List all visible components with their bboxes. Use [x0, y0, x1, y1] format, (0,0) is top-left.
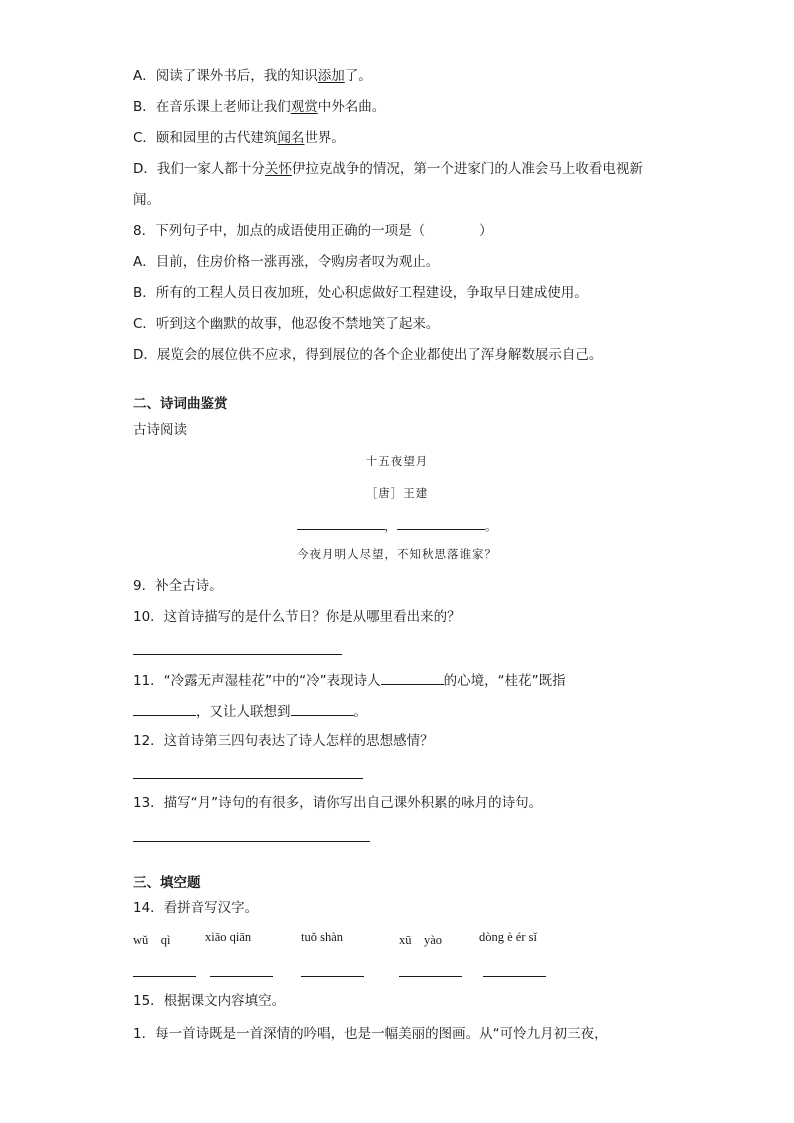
- pinyin-answer-2[interactable]: [210, 976, 273, 977]
- section2-title: 二、诗词曲鉴赏: [133, 396, 228, 412]
- q7-option-a-text: A．阅读了课外书后，我的知识: [133, 68, 318, 84]
- q11-line1: [133, 670, 566, 690]
- q11-line2: [133, 701, 367, 721]
- q9-text: 9．补全古诗。: [133, 578, 223, 594]
- q10-text: 10．这首诗描写的是什么节日？你是从哪里看出来的？: [133, 609, 461, 625]
- q7-option-b-tail: 中外名曲。: [317, 99, 386, 115]
- pinyin-4: xū yào: [399, 933, 443, 947]
- q12-answer-line[interactable]: [133, 778, 363, 779]
- q11-blank-2[interactable]: [133, 701, 196, 716]
- q7-option-d-cont: 闻。: [133, 192, 160, 208]
- q10-answer-line[interactable]: [133, 654, 342, 655]
- poem-blank-line: [0, 515, 794, 534]
- q11-text-4: 。: [353, 704, 367, 720]
- pinyin-5: dòng è ér sǐ: [479, 930, 537, 944]
- q7-option-b-text: B．在音乐课上老师让我们: [133, 99, 291, 115]
- q7-option-a-tail: 了。: [344, 68, 372, 84]
- q7-option-d-word: 关怀: [264, 161, 292, 177]
- pinyin-answer-3[interactable]: [301, 976, 364, 977]
- pinyin-answer-1[interactable]: [133, 976, 196, 977]
- q13-answer-line[interactable]: [133, 841, 370, 842]
- q8-option-b: B．所有的工程人员日夜加班，处心积虑做好工程建设，争取早日建成使用。: [133, 285, 588, 301]
- q7-option-b: [133, 98, 385, 116]
- q8-option-c: C．听到这个幽默的故事，他忍俊不禁地笑了起来。: [133, 316, 440, 332]
- q11-text-1: 11．“冷露无声湿桂花”中的“冷”表现诗人: [133, 673, 381, 689]
- q12-text: 12．这首诗第三四句表达了诗人怎样的思想感情？: [133, 733, 434, 749]
- q15-1-text: 1．每一首诗既是一首深情的吟唱，也是一幅美丽的图画。从“可怜九月初三夜，: [133, 1026, 608, 1042]
- pinyin-3: tuǒ shàn: [301, 930, 344, 944]
- poem-last-line: 今夜月明人尽望，不知秋思落谁家？: [297, 547, 497, 561]
- q7-option-c-word: 闻名: [277, 130, 305, 146]
- q8-option-d: D．展览会的展位供不应求，得到展位的各个企业都使出了浑身解数展示自己。: [133, 347, 603, 363]
- q7-option-c-tail: 世界。: [304, 130, 345, 146]
- q7-option-d-tail: 伊拉克战争的情况，第一个进家门的人准会马上收看电视新: [291, 161, 643, 177]
- pinyin-2: xiāo qiān: [205, 930, 252, 944]
- q7-option-d: [133, 160, 643, 178]
- pinyin-answer-5[interactable]: [483, 976, 546, 977]
- q14-text: 14．看拼音写汉字。: [133, 900, 259, 916]
- section3-title: 三、填空题: [133, 875, 201, 891]
- q11-blank-1[interactable]: [381, 670, 444, 685]
- q11-text-2: 的心境，“桂花”既指: [443, 673, 566, 689]
- q11-blank-3[interactable]: [291, 701, 354, 716]
- section2-subtitle: 古诗阅读: [133, 422, 187, 438]
- q7-option-d-text: D．我们一家人都十分: [133, 161, 265, 177]
- poem-blank-end: 。: [485, 519, 498, 533]
- poem-title: 十五夜望月: [365, 454, 429, 468]
- poem-blank-1[interactable]: [297, 515, 385, 530]
- q15-text: 15．根据课文内容填空。: [133, 993, 286, 1009]
- poem-blank-sep: ，: [384, 519, 397, 533]
- pinyin-answer-4[interactable]: [399, 976, 462, 977]
- poem-author: ［唐］王建: [365, 486, 429, 500]
- pinyin-1: wǔ qì: [133, 933, 171, 947]
- q11-text-3: ，又让人联想到: [196, 704, 291, 720]
- q7-option-b-word: 观赏: [290, 99, 318, 115]
- q7-option-a: [133, 67, 372, 85]
- q7-option-c: [133, 129, 345, 147]
- q8-option-a: A．目前，住房价格一涨再涨，令购房者叹为观止。: [133, 254, 440, 270]
- q7-option-a-word: 添加: [317, 68, 345, 84]
- q7-option-c-text: C．颐和园里的古代建筑: [133, 130, 278, 146]
- q13-text: 13．描写“月”诗句的有很多，请你写出自己课外积累的咏月的诗句。: [133, 795, 543, 811]
- q8-stem: 8．下列句子中，加点的成语使用正确的一项是（ ）: [133, 223, 493, 239]
- poem-blank-2[interactable]: [397, 515, 485, 530]
